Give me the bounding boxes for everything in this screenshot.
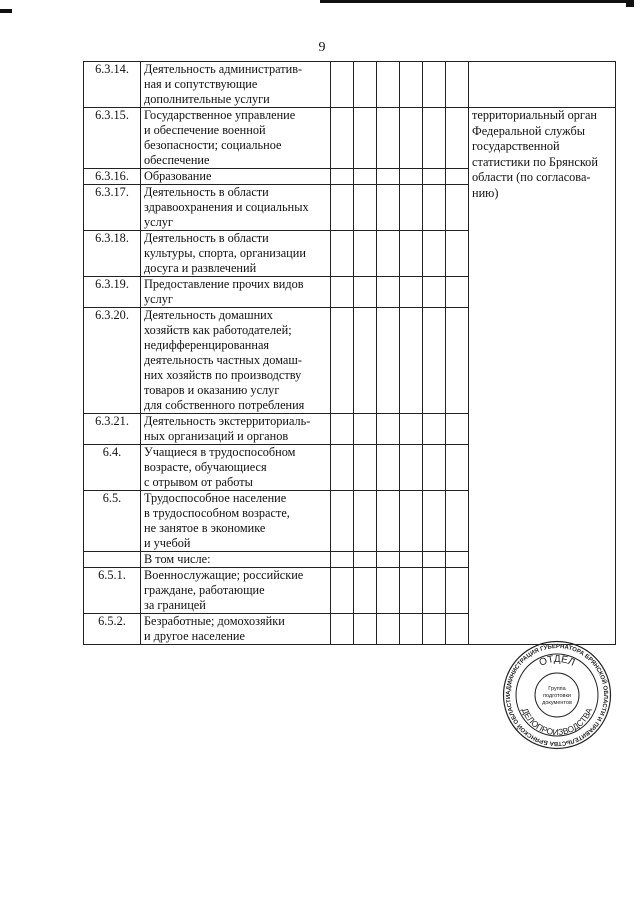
description-line: культуры, спорта, организации [144,246,306,260]
empty-cell [354,62,377,108]
row-number: 6.3.21. [84,414,141,445]
table-row [84,62,616,108]
stamp-ring-top: ОТДЕЛ [537,653,577,669]
description-line: безопасности; социальное [144,138,282,152]
data-table [83,61,616,645]
row-number: 6.3.17. [84,185,141,231]
empty-cell [446,185,469,231]
description-line: за границей [144,598,206,612]
description-line: и обеспечение военной [144,123,266,137]
empty-cell [354,568,377,614]
empty-cell [354,614,377,645]
row-description [141,62,331,108]
responsible-line: области (по согласова- [472,170,591,184]
empty-cell [400,308,423,414]
empty-cell [331,568,354,614]
description-line: обеспечение [144,153,210,167]
description-line: В том числе: [144,552,211,566]
description-line: Военнослужащие; российские [144,568,304,582]
empty-cell [423,277,446,308]
description-line: и другое население [144,629,245,643]
left-edge-mark [0,9,12,13]
empty-cell [400,185,423,231]
empty-cell [446,414,469,445]
empty-cell [400,614,423,645]
row-description [141,491,331,552]
description-line: услуг [144,215,173,229]
empty-cell [354,231,377,277]
description-line: Деятельность в области [144,231,269,245]
description-line: Образование [144,169,212,183]
description-line: хозяйств как работодателей; [144,323,292,337]
description-line: ных организаций и органов [144,429,289,443]
empty-cell [446,491,469,552]
row-number: 6.3.15. [84,108,141,169]
empty-cell [446,62,469,108]
empty-cell [423,414,446,445]
description-line: Деятельность в области [144,185,269,199]
description-line: деятельность частных домаш- [144,353,302,367]
office-stamp [502,640,612,750]
empty-cell [354,414,377,445]
responsible-organization [469,108,616,645]
empty-cell [377,277,400,308]
row-number: 6.5. [84,491,141,552]
empty-cell [354,185,377,231]
empty-cell [377,414,400,445]
empty-cell [377,108,400,169]
empty-cell [354,277,377,308]
empty-cell [400,414,423,445]
description-line: здравоохранения и социальных [144,200,309,214]
empty-cell [400,108,423,169]
empty-cell [400,491,423,552]
row-number: 6.3.18. [84,231,141,277]
responsible-line: территориальный орган [472,108,597,122]
description-line: Учащиеся в трудоспособном [144,445,296,459]
description-line: Безработные; домохозяйки [144,614,285,628]
description-line: услуг [144,292,173,306]
empty-cell [423,185,446,231]
row-number: 6.3.19. [84,277,141,308]
responsible-line: нию) [472,185,499,200]
empty-cell [446,552,469,568]
description-line: них хозяйств по производству [144,368,302,382]
empty-cell [331,108,354,169]
empty-cell [423,108,446,169]
empty-cell [331,169,354,185]
empty-cell [331,491,354,552]
description-line: с отрывом от работы [144,475,253,489]
description-line: Предоставление прочих видов [144,277,304,291]
empty-cell [331,552,354,568]
empty-cell [354,552,377,568]
stamp-ring-bottom: ДЕЛОПРОИЗВОДСТВА [519,706,595,738]
description-line: товаров и оказанию услуг [144,383,280,397]
empty-cell [423,552,446,568]
empty-cell [331,308,354,414]
empty-cell [446,231,469,277]
empty-cell [446,277,469,308]
empty-cell [331,277,354,308]
empty-cell [446,308,469,414]
description-line: Трудоспособное население [144,491,287,505]
row-number: 6.3.16. [84,169,141,185]
empty-cell [354,108,377,169]
row-number: 6.4. [84,445,141,491]
empty-cell [423,231,446,277]
description-line: возрасте, обучающиеся [144,460,267,474]
description-line: в трудоспособном возрасте, [144,506,290,520]
description-line: досуга и развлечений [144,261,257,275]
empty-cell [377,308,400,414]
description-line: дополнительные услуги [144,92,270,106]
row-description [141,552,331,568]
empty-cell [377,169,400,185]
description-line: и учебой [144,536,191,550]
empty-cell [377,614,400,645]
empty-cell [354,491,377,552]
empty-cell [423,62,446,108]
description-line: Государственное управление [144,108,296,122]
row-number: 6.3.14. [84,62,141,108]
table-row [84,108,616,169]
empty-cell [377,491,400,552]
empty-cell [446,445,469,491]
responsible-line: статистики по Брянской [472,154,598,169]
table-body [84,62,616,645]
page-number: 9 [318,40,326,55]
empty-cell [331,62,354,108]
empty-cell [377,552,400,568]
empty-cell [446,614,469,645]
row-description [141,169,331,185]
responsible-cell-empty [469,62,616,108]
description-line: для собственного потребления [144,398,305,412]
empty-cell [400,568,423,614]
empty-cell [377,231,400,277]
empty-cell [400,169,423,185]
row-description [141,568,331,614]
description-line: Деятельность домашних [144,308,273,322]
responsible-line: Федеральной службы [472,123,586,138]
row-number [84,552,141,568]
empty-cell [354,169,377,185]
top-edge-rule [320,0,630,3]
description-line: Деятельность экстерриториаль- [144,414,311,428]
empty-cell [354,308,377,414]
description-line: недифференцированная [144,338,270,352]
row-number: 6.5.1. [84,568,141,614]
responsible-line: государственной [472,139,560,153]
empty-cell [400,445,423,491]
empty-cell [331,231,354,277]
rule-end-mark [626,0,634,7]
empty-cell [331,185,354,231]
stamp-outer-text: АДМИНИСТРАЦИЯ ГУБЕРНАТОРА БРЯНСКОЙ ОБЛАСТИ И ПРАВИТЕЛЬСТВА БРЯНСКОЙ ОБЛАСТИ [505,643,609,747]
description-line: ная и сопутствующие [144,77,258,91]
description-line: граждане, работающие [144,583,265,597]
row-description [141,445,331,491]
row-description [141,414,331,445]
empty-cell [423,614,446,645]
empty-cell [331,414,354,445]
stamp-center-line: подготовки [543,693,571,699]
description-line: не занятое в экономике [144,521,266,535]
empty-cell [446,169,469,185]
empty-cell [400,231,423,277]
empty-cell [423,445,446,491]
row-description [141,185,331,231]
row-description [141,614,331,645]
row-number: 6.3.20. [84,308,141,414]
row-description [141,108,331,169]
row-number: 6.5.2. [84,614,141,645]
description-line: Деятельность административ- [144,62,303,76]
empty-cell [377,185,400,231]
stamp-center-line: документов [542,700,572,706]
empty-cell [400,62,423,108]
stamp-center-line: Группа [548,686,566,692]
row-description [141,231,331,277]
empty-cell [354,445,377,491]
empty-cell [331,445,354,491]
empty-cell [423,568,446,614]
row-description [141,308,331,414]
empty-cell [377,62,400,108]
empty-cell [377,568,400,614]
row-description [141,277,331,308]
empty-cell [446,108,469,169]
empty-cell [423,491,446,552]
empty-cell [331,614,354,645]
empty-cell [423,169,446,185]
empty-cell [446,568,469,614]
empty-cell [377,445,400,491]
empty-cell [400,552,423,568]
empty-cell [400,277,423,308]
empty-cell [423,308,446,414]
